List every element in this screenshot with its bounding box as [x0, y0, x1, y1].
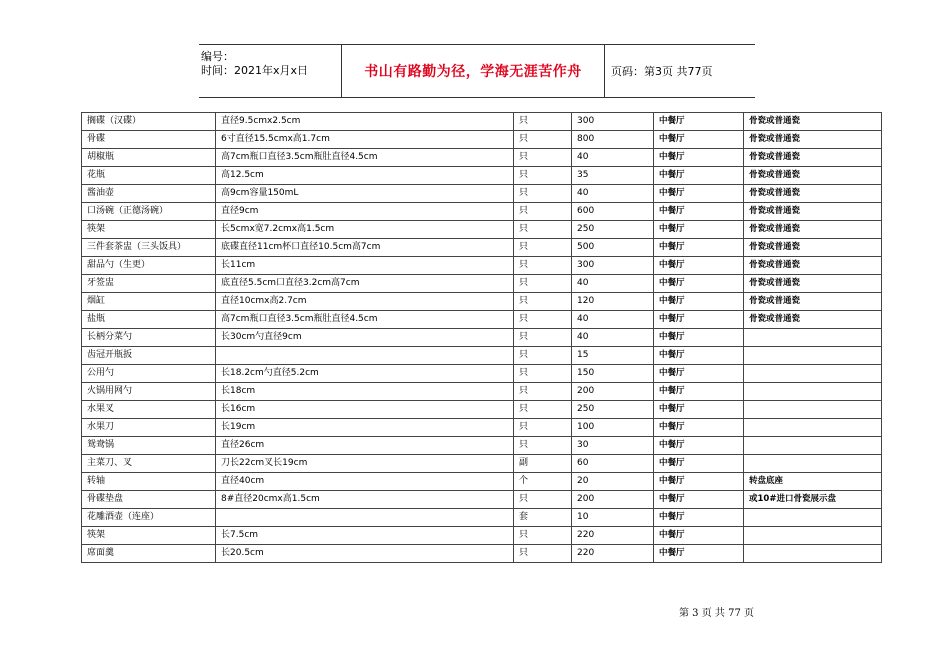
- item-note-cell: [744, 401, 882, 419]
- item-note-cell: [744, 329, 882, 347]
- header-motto: 书山有路勤为径，学海无涯苦作舟: [342, 45, 605, 97]
- item-spec-cell: 长18.2cm勺直径5.2cm: [216, 365, 514, 383]
- item-unit-cell: 只: [514, 419, 572, 437]
- table-row: [82, 131, 882, 149]
- item-unit-cell: 只: [514, 149, 572, 167]
- item-area-cell: 中餐厅: [654, 509, 744, 527]
- item-note-cell: [744, 347, 882, 365]
- item-spec-cell: 高7cm瓶口直径3.5cm瓶肚直径4.5cm: [216, 149, 514, 167]
- item-spec-cell: 长20.5cm: [216, 545, 514, 563]
- item-area-cell: 中餐厅: [654, 311, 744, 329]
- table-row: [82, 185, 882, 203]
- item-unit-cell: 只: [514, 311, 572, 329]
- item-name-cell: 酱油壶: [82, 185, 216, 203]
- item-note-cell: 骨瓷或普通瓷: [744, 131, 882, 149]
- item-area-cell: 中餐厅: [654, 365, 744, 383]
- item-name-cell: 口汤碗（正德汤碗）: [82, 203, 216, 221]
- item-unit-cell: 只: [514, 365, 572, 383]
- table-row: [82, 347, 882, 365]
- item-note-cell: [744, 455, 882, 473]
- table-row: [82, 491, 882, 509]
- item-unit-cell: 只: [514, 203, 572, 221]
- table-row: [82, 293, 882, 311]
- item-note-cell: 骨瓷或普通瓷: [744, 257, 882, 275]
- item-qty-cell: 40: [572, 275, 654, 293]
- item-note-cell: [744, 509, 882, 527]
- item-name-cell: 主菜刀、叉: [82, 455, 216, 473]
- item-name-cell: 花雕酒壶（连座）: [82, 509, 216, 527]
- item-spec-cell: 8#直径20cmx高1.5cm: [216, 491, 514, 509]
- item-qty-cell: 30: [572, 437, 654, 455]
- time-label: 时间：2021年x月x日: [201, 64, 309, 77]
- item-area-cell: 中餐厅: [654, 113, 744, 131]
- item-note-cell: 骨瓷或普通瓷: [744, 203, 882, 221]
- item-area-cell: 中餐厅: [654, 239, 744, 257]
- item-unit-cell: 只: [514, 401, 572, 419]
- item-unit-cell: 只: [514, 257, 572, 275]
- item-unit-cell: 只: [514, 113, 572, 131]
- item-spec-cell: [216, 347, 514, 365]
- table-row: [82, 167, 882, 185]
- table-row: [82, 203, 882, 221]
- item-note-cell: [744, 419, 882, 437]
- item-name-cell: 齿冠开瓶扳: [82, 347, 216, 365]
- item-qty-cell: 20: [572, 473, 654, 491]
- item-name-cell: 鸳鸯锅: [82, 437, 216, 455]
- item-area-cell: 中餐厅: [654, 437, 744, 455]
- item-note-cell: [744, 545, 882, 563]
- table-row: [82, 419, 882, 437]
- item-qty-cell: 500: [572, 239, 654, 257]
- item-area-cell: 中餐厅: [654, 257, 744, 275]
- item-qty-cell: 40: [572, 311, 654, 329]
- item-spec-cell: 长11cm: [216, 257, 514, 275]
- item-note-cell: [744, 365, 882, 383]
- item-note-cell: 或10#进口骨瓷展示盘: [744, 491, 882, 509]
- item-qty-cell: 300: [572, 113, 654, 131]
- item-spec-cell: 直径40cm: [216, 473, 514, 491]
- item-unit-cell: 只: [514, 185, 572, 203]
- table-row: [82, 149, 882, 167]
- item-spec-cell: [216, 509, 514, 527]
- item-qty-cell: 250: [572, 401, 654, 419]
- item-note-cell: 骨瓷或普通瓷: [744, 185, 882, 203]
- item-unit-cell: 只: [514, 167, 572, 185]
- item-spec-cell: 长5cmx宽7.2cmx高1.5cm: [216, 221, 514, 239]
- item-unit-cell: 只: [514, 491, 572, 509]
- item-spec-cell: 长7.5cm: [216, 527, 514, 545]
- item-name-cell: 转轴: [82, 473, 216, 491]
- table-row: [82, 455, 882, 473]
- item-unit-cell: 副: [514, 455, 572, 473]
- item-name-cell: 骨碟: [82, 131, 216, 149]
- item-qty-cell: 60: [572, 455, 654, 473]
- item-area-cell: 中餐厅: [654, 203, 744, 221]
- inventory-table-body: [82, 113, 882, 563]
- item-area-cell: 中餐厅: [654, 275, 744, 293]
- item-spec-cell: 直径10cmx高2.7cm: [216, 293, 514, 311]
- item-qty-cell: 200: [572, 491, 654, 509]
- item-area-cell: 中餐厅: [654, 131, 744, 149]
- item-area-cell: 中餐厅: [654, 221, 744, 239]
- table-row: [82, 257, 882, 275]
- item-name-cell: 火锅用网勺: [82, 383, 216, 401]
- item-qty-cell: 300: [572, 257, 654, 275]
- table-row: [82, 401, 882, 419]
- item-name-cell: 甜品勺（生更）: [82, 257, 216, 275]
- item-qty-cell: 10: [572, 509, 654, 527]
- item-note-cell: [744, 383, 882, 401]
- item-note-cell: 骨瓷或普通瓷: [744, 311, 882, 329]
- item-area-cell: 中餐厅: [654, 473, 744, 491]
- item-spec-cell: 直径26cm: [216, 437, 514, 455]
- item-unit-cell: 只: [514, 275, 572, 293]
- item-unit-cell: 只: [514, 545, 572, 563]
- header-page-code: 页码：第3页 共77页: [611, 65, 713, 78]
- item-name-cell: 筷架: [82, 527, 216, 545]
- item-spec-cell: 高12.5cm: [216, 167, 514, 185]
- item-note-cell: [744, 437, 882, 455]
- item-name-cell: 三件套茶盅（三头饭具）: [82, 239, 216, 257]
- item-spec-cell: 长30cm勺直径9cm: [216, 329, 514, 347]
- item-spec-cell: 刀长22cm叉长19cm: [216, 455, 514, 473]
- item-area-cell: 中餐厅: [654, 185, 744, 203]
- item-area-cell: 中餐厅: [654, 527, 744, 545]
- item-spec-cell: 长19cm: [216, 419, 514, 437]
- table-row: [82, 509, 882, 527]
- item-name-cell: 席面羹: [82, 545, 216, 563]
- item-name-cell: 盐瓶: [82, 311, 216, 329]
- item-name-cell: 牙签盅: [82, 275, 216, 293]
- item-note-cell: [744, 527, 882, 545]
- item-spec-cell: 直径9cm: [216, 203, 514, 221]
- item-name-cell: 水果叉: [82, 401, 216, 419]
- item-area-cell: 中餐厅: [654, 167, 744, 185]
- table-row: [82, 437, 882, 455]
- item-spec-cell: 高9cm容量150mL: [216, 185, 514, 203]
- inventory-table: [81, 112, 882, 563]
- item-name-cell: 烟缸: [82, 293, 216, 311]
- item-qty-cell: 800: [572, 131, 654, 149]
- item-area-cell: 中餐厅: [654, 383, 744, 401]
- header-meta: [199, 45, 342, 97]
- item-spec-cell: 高7cm瓶口直径3.5cm瓶肚直径4.5cm: [216, 311, 514, 329]
- item-name-cell: 公用勺: [82, 365, 216, 383]
- item-unit-cell: 只: [514, 383, 572, 401]
- table-row: [82, 311, 882, 329]
- item-unit-cell: 只: [514, 239, 572, 257]
- item-qty-cell: 15: [572, 347, 654, 365]
- item-name-cell: 筷架: [82, 221, 216, 239]
- table-row: [82, 239, 882, 257]
- item-note-cell: 骨瓷或普通瓷: [744, 293, 882, 311]
- table-row: [82, 383, 882, 401]
- item-unit-cell: 只: [514, 527, 572, 545]
- item-qty-cell: 40: [572, 185, 654, 203]
- item-spec-cell: 底直径5.5cm口直径3.2cm高7cm: [216, 275, 514, 293]
- item-note-cell: 骨瓷或普通瓷: [744, 167, 882, 185]
- item-name-cell: 搁碟（汉碟）: [82, 113, 216, 131]
- item-spec-cell: 底碟直径11cm杯口直径10.5cm高7cm: [216, 239, 514, 257]
- item-note-cell: 骨瓷或普通瓷: [744, 239, 882, 257]
- table-row: [82, 275, 882, 293]
- item-qty-cell: 40: [572, 329, 654, 347]
- number-label: 编号：: [201, 50, 234, 63]
- table-row: [82, 113, 882, 131]
- item-note-cell: 转盘底座: [744, 473, 882, 491]
- item-name-cell: 胡椒瓶: [82, 149, 216, 167]
- table-row: [82, 545, 882, 563]
- item-spec-cell: 长16cm: [216, 401, 514, 419]
- item-area-cell: 中餐厅: [654, 419, 744, 437]
- item-name-cell: 花瓶: [82, 167, 216, 185]
- item-unit-cell: 只: [514, 347, 572, 365]
- item-qty-cell: 150: [572, 365, 654, 383]
- item-area-cell: 中餐厅: [654, 347, 744, 365]
- item-unit-cell: 只: [514, 221, 572, 239]
- item-unit-cell: 个: [514, 473, 572, 491]
- item-name-cell: 长柄分菜勺: [82, 329, 216, 347]
- item-qty-cell: 220: [572, 545, 654, 563]
- item-unit-cell: 只: [514, 131, 572, 149]
- table-row: [82, 527, 882, 545]
- item-note-cell: 骨瓷或普通瓷: [744, 221, 882, 239]
- page-footer: 第 3 页 共 77 页: [679, 608, 754, 619]
- item-unit-cell: 只: [514, 437, 572, 455]
- table-row: [82, 221, 882, 239]
- item-qty-cell: 35: [572, 167, 654, 185]
- item-area-cell: 中餐厅: [654, 545, 744, 563]
- item-spec-cell: 长18cm: [216, 383, 514, 401]
- item-qty-cell: 250: [572, 221, 654, 239]
- item-qty-cell: 100: [572, 419, 654, 437]
- item-area-cell: 中餐厅: [654, 293, 744, 311]
- item-area-cell: 中餐厅: [654, 329, 744, 347]
- document-header: [199, 44, 755, 98]
- item-qty-cell: 600: [572, 203, 654, 221]
- item-area-cell: 中餐厅: [654, 455, 744, 473]
- item-note-cell: 骨瓷或普通瓷: [744, 275, 882, 293]
- item-name-cell: 骨碟垫盘: [82, 491, 216, 509]
- table-row: [82, 365, 882, 383]
- table-row: [82, 329, 882, 347]
- item-note-cell: 骨瓷或普通瓷: [744, 113, 882, 131]
- item-spec-cell: 6寸直径15.5cmx高1.7cm: [216, 131, 514, 149]
- table-row: [82, 473, 882, 491]
- item-qty-cell: 200: [572, 383, 654, 401]
- item-note-cell: 骨瓷或普通瓷: [744, 149, 882, 167]
- item-area-cell: 中餐厅: [654, 401, 744, 419]
- item-area-cell: 中餐厅: [654, 491, 744, 509]
- item-unit-cell: 只: [514, 293, 572, 311]
- item-area-cell: 中餐厅: [654, 149, 744, 167]
- item-unit-cell: 套: [514, 509, 572, 527]
- item-unit-cell: 只: [514, 329, 572, 347]
- item-spec-cell: 直径9.5cmx2.5cm: [216, 113, 514, 131]
- item-qty-cell: 40: [572, 149, 654, 167]
- item-qty-cell: 220: [572, 527, 654, 545]
- item-qty-cell: 120: [572, 293, 654, 311]
- item-name-cell: 水果刀: [82, 419, 216, 437]
